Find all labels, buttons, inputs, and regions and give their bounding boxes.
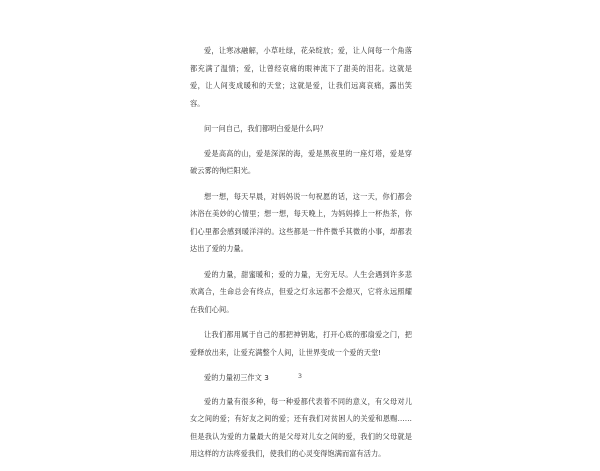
paragraph-love-melts-ice: 爱，让寒冰融解，小草吐绿，花朵绽放；爱，让人间每一个角落都充满了温情；爱，让曾经哀痛的眼神流下了甜美的泪花。这就是爱，让人间变成暖和的天堂；这就是爱，让我们远离哀痛，露出笑容。 — [190, 46, 412, 108]
paragraph-love-is-mountain: 爱是高高的山，爱是深深的海，爱是黑夜里的一座灯塔，爱是穿破云雾的徇烂阳光。 — [190, 148, 412, 175]
paragraph-key-to-love: 让我们都用属于自己的那把神钥匙，打开心底的那扇爱之门，把爱释放出来，让爱充满整个人间，让世界变成一个爱的天堂! — [190, 330, 412, 357]
paragraph-question: 问一问自己，我们都明白爱是什么吗？ — [204, 124, 328, 133]
paragraph-kinds-of-love: 爱的力量有很多种，每一种爱都代表着不同的意义，有父母对儿女之间的爱；有好友之间的爱；还有我们对贫困人的关爱和恩赐……但是我认为爱的力量最大的是父母对儿女之间的爱，我们的父母就是用这样的方法疼爱我们，使我们的心灵变得饱满而富有活力。 — [190, 396, 412, 458]
section-title: 爱的力量初三作文 3 — [204, 373, 269, 382]
paragraph-power-of-love: 爱的力量，甜蜜暖和；爱的力量，无穷无尽。人生会遇到许多悲欢离合，生命总会有终点，但爱之灯永远都不会熄灭，它将永远照耀在我们心间。 — [190, 269, 412, 314]
page-content — [190, 42, 412, 471]
paragraph-think-about: 想一想，每天早晨，对妈妈说一句祝愿的话，这一天，你们都会沐浴在美妙的心情里；想一想，每天晚上，为妈妈捧上一杯热茶，你们心里都会感到暖洋洋的。这些都是一件件微乎其微的小事，却都表达出了爱的力量。 — [190, 191, 412, 253]
page-number: 3 — [297, 372, 303, 380]
